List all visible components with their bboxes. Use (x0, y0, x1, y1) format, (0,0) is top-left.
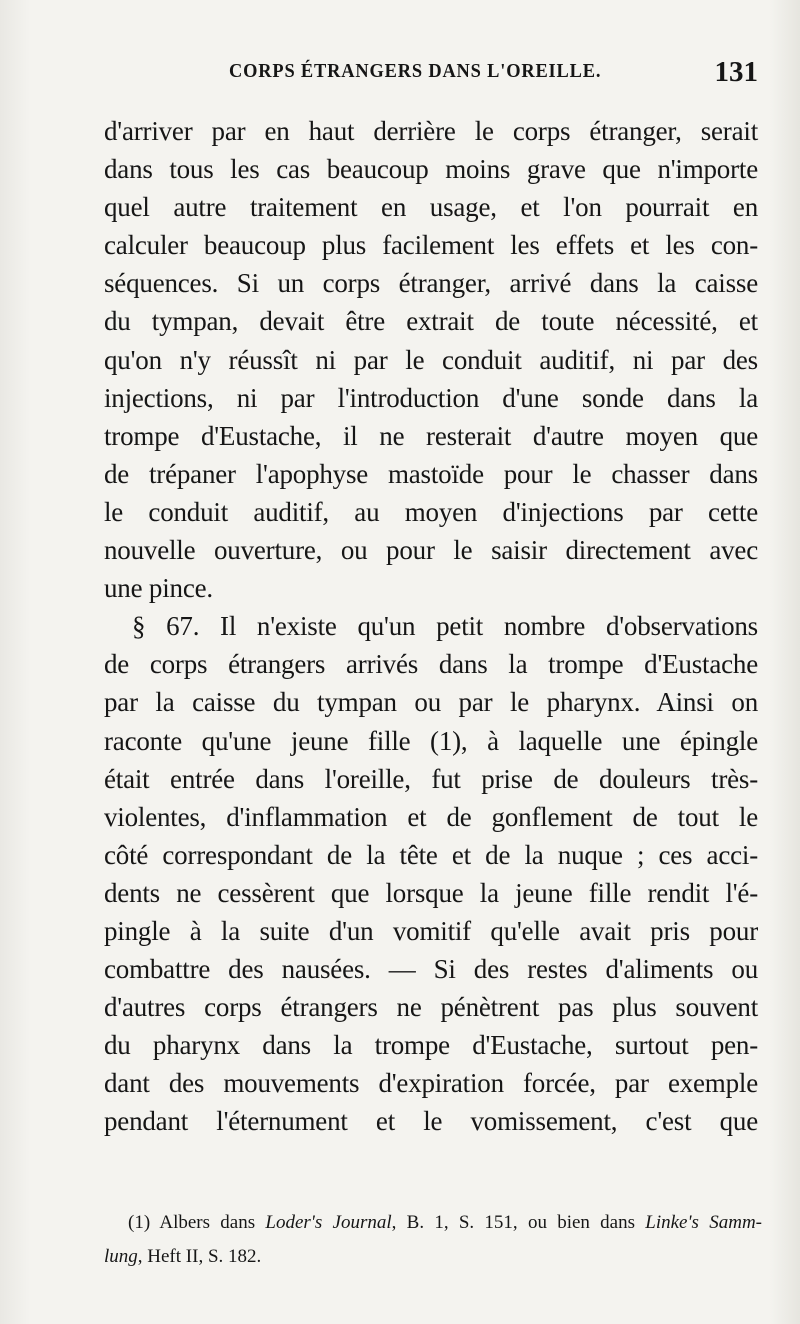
text-line: du tympan, devait être extrait de toute nécessité, et (104, 306, 758, 337)
footnote-line (104, 1206, 762, 1240)
text-line: dant des mouvements d'expiration forcée, par exemple (104, 1068, 758, 1099)
section-heading-line: § 67. Il n'existe qu'un petit nombre d'observations (132, 611, 758, 642)
text-line: de trépaner l'apophyse mastoïde pour le chasser dans (104, 458, 758, 489)
footnote-text: , B. 1, S. 151, ou bien dans (391, 1212, 646, 1233)
body-text (104, 112, 758, 1141)
text-line: combattre des nausées. — Si des restes d'aliments ou (104, 954, 758, 985)
text-line: côté correspondant de la tête et de la nuque ; ces acci- (104, 839, 758, 870)
page-number: 131 (714, 56, 758, 88)
footnote (104, 1206, 762, 1274)
text-line: de corps étrangers arrivés dans la trompe d'Eustache (104, 649, 758, 680)
footnote-italic-title: lung (104, 1246, 138, 1267)
text-line: violentes, d'inflammation et de gonflement de tout le (104, 801, 758, 832)
text-line: par la caisse du tympan ou par le pharynx. Ainsi on (104, 687, 758, 718)
text-line: d'arriver par en haut derrière le corps étranger, serait (104, 116, 758, 146)
text-line: pingle à la suite d'un vomitif qu'elle avait pris pour (104, 915, 758, 946)
text-line: d'autres corps étrangers ne pénètrent pas plus souvent (104, 992, 758, 1023)
text-line: le conduit auditif, au moyen d'injections par cette (104, 496, 758, 527)
text-line: dans tous les cas beaucoup moins grave que n'importe (104, 154, 758, 185)
text-line: quel autre traitement en usage, et l'on pourrait en (104, 192, 758, 223)
footnote-line (104, 1240, 762, 1274)
text-line: qu'on n'y réussît ni par le conduit auditif, ni par des (104, 344, 758, 375)
text-line: dents ne cessèrent que lorsque la jeune fille rendit l'é- (104, 877, 758, 908)
footnote-text: (1) Albers dans (128, 1212, 266, 1233)
text-line: du pharynx dans la trompe d'Eustache, surtout pen- (104, 1030, 758, 1061)
footnote-italic-title: Loder's Journal (265, 1212, 392, 1233)
text-line: pendant l'éternument et le vomissement, c'est que (104, 1106, 758, 1137)
text-line: raconte qu'une jeune fille (1), à laquelle une épingle (104, 725, 758, 756)
text-line: nouvelle ouverture, ou pour le saisir directement avec (104, 535, 758, 566)
text-line: injections, ni par l'introduction d'une sonde dans la (104, 382, 758, 413)
footnote-italic-title: Linke's Samm- (645, 1212, 762, 1233)
text-line: séquences. Si un corps étranger, arrivé dans la caisse (104, 268, 758, 299)
page-header (104, 56, 758, 90)
text-line: était entrée dans l'oreille, fut prise de douleurs très- (104, 763, 758, 794)
paragraph-end-line: une pince. (104, 573, 213, 604)
running-title: CORPS ÉTRANGERS DANS L'OREILLE. (229, 60, 602, 82)
text-line: trompe d'Eustache, il ne resterait d'autre moyen que (104, 420, 758, 451)
text-line: calculer beaucoup plus facilement les effets et les con- (104, 230, 758, 261)
footnote-text: , Heft II, S. 182. (137, 1246, 262, 1267)
